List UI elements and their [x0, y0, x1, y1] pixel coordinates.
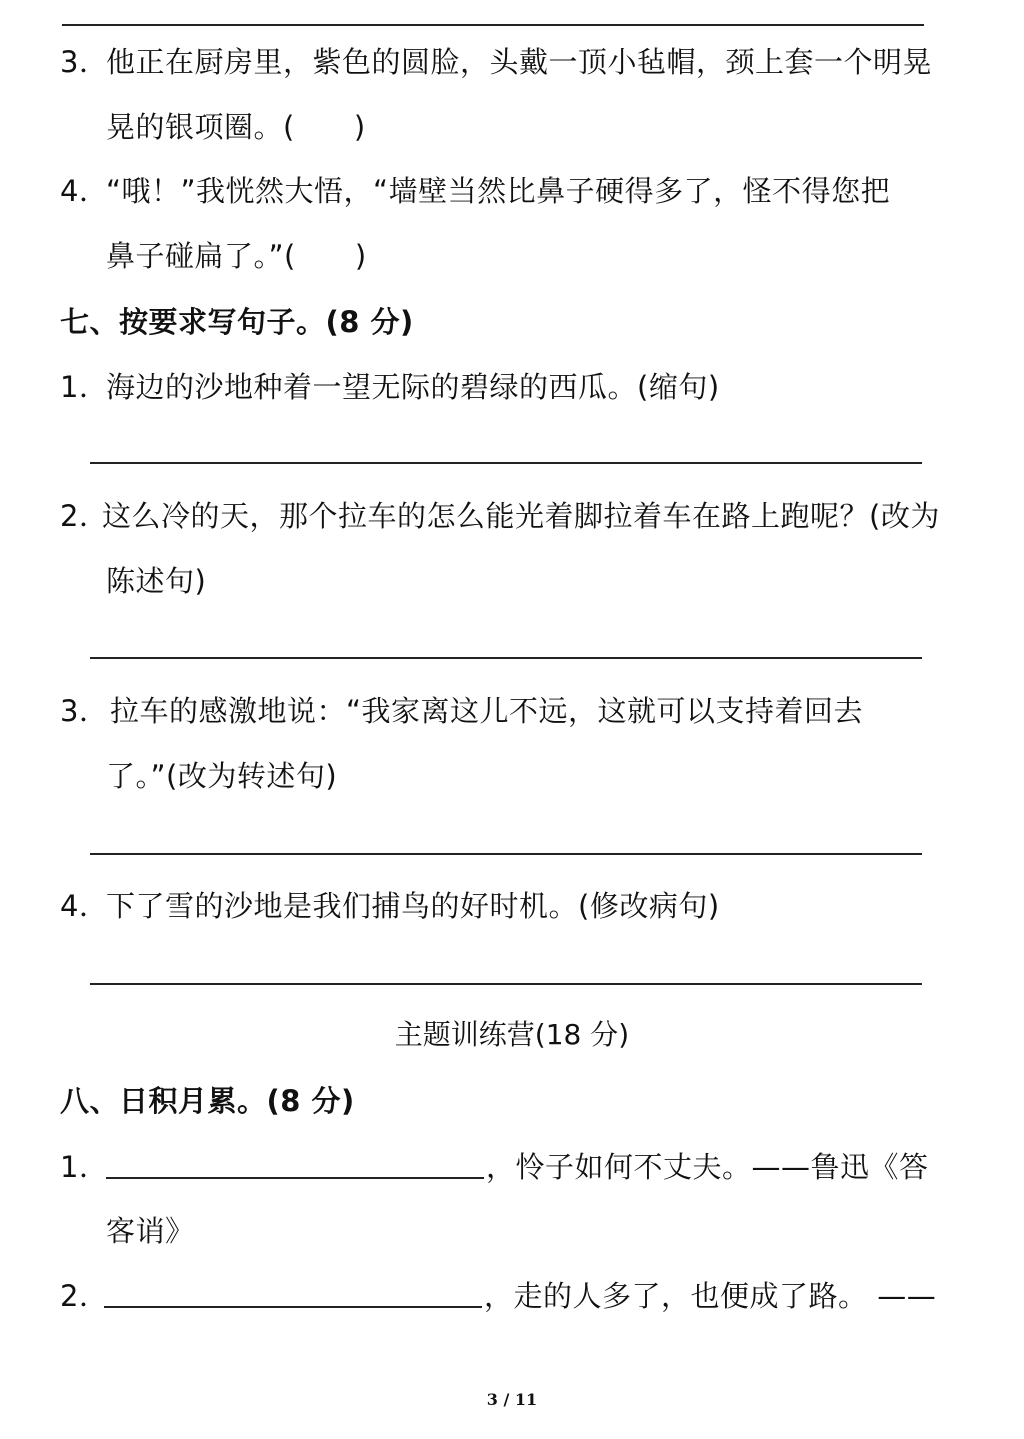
question-text-continued: 了。”(改为转述句)	[106, 759, 338, 793]
question-number: 4．	[60, 889, 109, 923]
question-number: 3．	[60, 45, 109, 79]
question-number: 4．	[60, 174, 109, 208]
page-number: 3 / 11	[486, 1390, 538, 1409]
top-rule	[62, 24, 924, 26]
question-number: 1．	[60, 370, 109, 404]
answer-line-7-1[interactable]	[90, 462, 922, 464]
question-text: 下了雪的沙地是我们捕鸟的好时机。(修改病句)	[106, 889, 720, 923]
answer-line-7-4[interactable]	[90, 983, 922, 985]
fill-blank-8-2[interactable]	[104, 1276, 482, 1308]
question-text-continued: 陈述句)	[106, 564, 207, 598]
question-text: 这么冷的天，那个拉车的怎么能光着脚拉着车在路上跑呢？(改为	[102, 499, 940, 533]
question-number: 2．	[60, 1279, 109, 1313]
fill-blank-8-1[interactable]	[106, 1147, 484, 1179]
theme-heading: 主题训练营(18 分)	[394, 1018, 630, 1051]
question-text-continued: 晃的银项圈。( )	[106, 110, 366, 144]
question-number: 2．	[60, 499, 109, 533]
question-text: “哦！”我恍然大悟，“墙壁当然比鼻子硬得多了，怪不得您把	[106, 174, 891, 208]
section-title: 八、日积月累。(8 分)	[60, 1084, 355, 1118]
question-text: ，走的人多了，也便成了路。 ——	[484, 1279, 937, 1313]
section-title: 七、按要求写句子。(8 分)	[60, 305, 414, 339]
question-text-continued: 客诮》	[106, 1214, 195, 1248]
question-text-continued: 鼻子碰扁了。”( )	[106, 239, 367, 273]
question-number: 1．	[60, 1150, 109, 1184]
question-text: 拉车的感激地说：“我家离这儿不远，这就可以支持着回去	[110, 694, 864, 728]
question-number: 3．	[60, 694, 109, 728]
answer-line-7-2[interactable]	[90, 657, 922, 659]
question-text: ，怜子如何不丈夫。——鲁迅《答	[486, 1150, 929, 1184]
answer-line-7-3[interactable]	[90, 853, 922, 855]
question-text: 他正在厨房里，紫色的圆脸，头戴一顶小毡帽，颈上套一个明晃	[106, 45, 933, 79]
question-text: 海边的沙地种着一望无际的碧绿的西瓜。(缩句)	[106, 370, 720, 404]
